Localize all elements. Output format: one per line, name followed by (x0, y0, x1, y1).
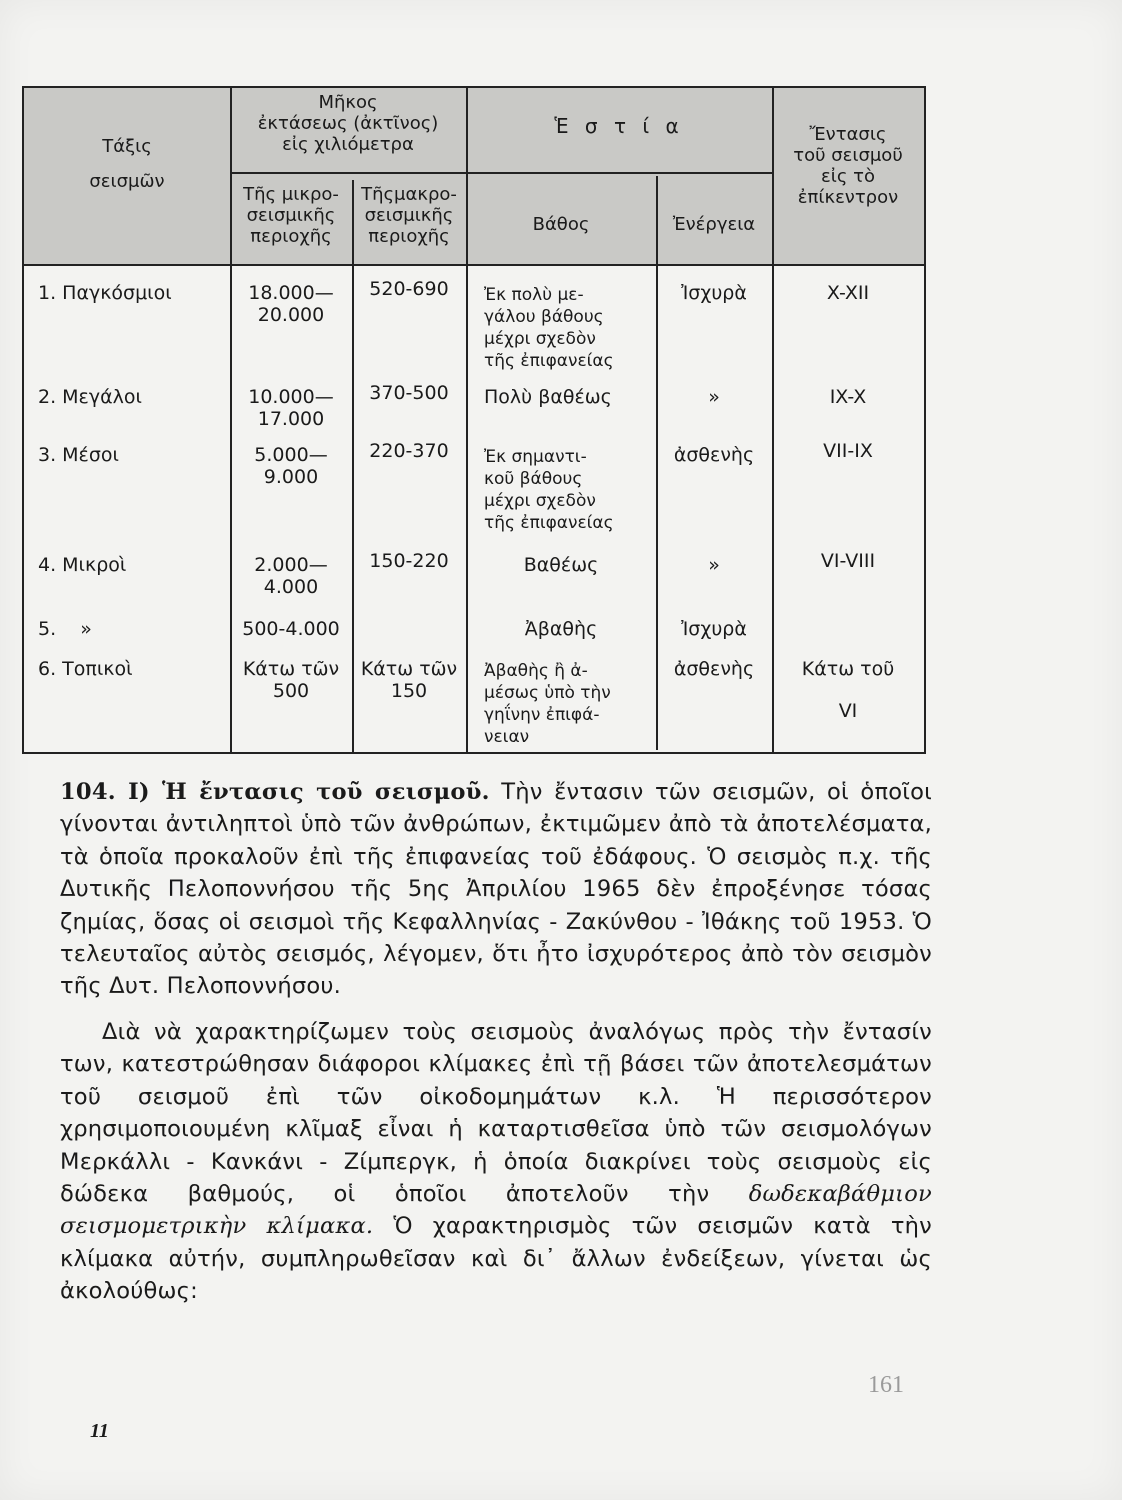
row-2-class: 2. Μεγάλοι (38, 386, 142, 408)
row-2-macro: 370-500 (369, 382, 449, 404)
paragraph-2-text-b: Ὁ χαρακτηρισμὸς τῶν σεισμῶν κατὰ τὴν κλίμακα αὐτήν, συμπληρωθεῖσαν καὶ δι᾿ ἄλλων ἐνδείξεων, γίνεται ὡς ἀκολούθως: (60, 1213, 933, 1305)
row-4-class: 4. Μικροὶ (38, 554, 127, 576)
section-104-paragraph-2 (60, 1016, 932, 1308)
row-4-depth: Βαθέως (523, 554, 599, 576)
page-number: 161 (868, 1372, 904, 1398)
row-2-micro: 10.000— 17.000 (248, 386, 334, 430)
table-col-rule (466, 88, 468, 754)
header-energy: Ἐνέργεια (672, 214, 756, 235)
row-3-micro: 5.000— 9.000 (254, 444, 328, 488)
header-intensity: Ἔντασις τοῦ σεισμοῦ εἰς τὸ ἐπίκεντρον (793, 124, 903, 208)
row-1-depth: Ἐκ πολὺ με- γάλου βάθους μέχρι σχεδὸν τῆς ἐπιφανείας (484, 285, 614, 371)
row-6-intensity: Κάτω τοῦ VI (801, 658, 895, 722)
row-1-macro: 520-690 (369, 278, 449, 300)
row-6-macro: Κάτω τῶν 150 (360, 658, 458, 702)
header-depth: Βάθος (532, 214, 590, 235)
earthquake-classes-table (22, 86, 926, 754)
row-1-intensity: X-XII (826, 282, 870, 304)
row-4-energy: » (708, 554, 720, 576)
paragraph-1-text: Τὴν ἔντασιν τῶν σεισμῶν, οἱ ὁποῖοι γίνονται ἀντιληπτοὶ ὑπὸ τῶν ἀνθρώπων, ἐκτιμῶμεν ἀπὸ τὰ ἀποτελέσματα, τὰ ὁποῖα προκαλοῦν ἐπὶ τῆς ἐπιφανείας τοῦ ἐδάφους. Ὁ σεισμὸς π.χ. τῆς Δυτικῆς Πελοποννήσου τῆς 5ης Ἀπριλίου 1965 δὲν ἐπροξένησε τόσας ζημίας, ὅσας οἱ σεισμοὶ τῆς Κεφαλληνίας - Ζακύνθου - Ἰθάκης τοῦ 1953. Ὁ τελευταῖος αὐτὸς σεισμός, λέγομεν, ὅτι ἦτο ἰσχυρότερος ἀπὸ τὸν σεισμὸν τῆς Δυτ. Πελοποννήσου. (60, 779, 932, 1000)
row-6-energy: ἀσθενὴς (673, 658, 755, 680)
header-micro: Τῆς μικρο- σεισμικῆς περιοχῆς (243, 184, 339, 247)
row-6-depth: Ἀβαθὴς ἢ ἀ- μέσως ὑπὸ τὴν γηΐνην ἐπιφά- νειαν (484, 661, 611, 747)
scale-term: δωδεκαβάθμιον σεισμομετρικὴν κλίμακα. (60, 1181, 932, 1240)
row-1-micro: 18.000— 20.000 (248, 282, 334, 326)
row-4-intensity: VI-VIII (820, 550, 876, 572)
sheet-signature: 11 (90, 1420, 109, 1442)
row-1-energy: Ἰσχυρὰ (681, 282, 747, 304)
row-4-macro: 150-220 (369, 550, 449, 572)
row-2-depth: Πολὺ βαθέως (484, 386, 612, 408)
paragraph-2-text-a: Διὰ νὰ χαρακτηρίζωμεν τοὺς σεισμοὺς ἀναλόγως πρὸς τὴν ἔντασίν των, κατεστρώθησαν διάφοροι κλίμακες ἐπὶ τῇ βάσει τῶν ἀποτελεσμάτων τοῦ σεισμοῦ ἐπὶ τῶν οἰκοδομημάτων κ.λ. Ἡ περισσότερον χρησιμοποιουμένη κλῖμαξ εἶναι ἡ καταρτισθεῖσα ὑπὸ τῶν σεισμολόγων Μερκάλλι - Κανκάνι - Ζίμπεργκ, ἡ ὁποία διακρίνει τοὺς σεισμοὺς εἰς δώδεκα βαθμούς, οἱ ὁποῖοι ἀποτελοῦν τὴν (60, 1019, 932, 1208)
row-5-energy: Ἰσχυρὰ (681, 618, 747, 640)
row-2-energy: » (708, 386, 720, 408)
header-length: Μῆκος ἐκτάσεως (ἀκτῖνος) εἰς χιλιόμετρα (257, 92, 439, 155)
row-2-intensity: IX-X (829, 386, 867, 408)
row-3-intensity: VII-IX (823, 440, 873, 462)
row-5-class: 5. » (38, 618, 92, 640)
row-6-micro: Κάτω τῶν 500 (242, 658, 340, 702)
header-focus: Ἑ σ τ ί α (554, 114, 684, 138)
header-class: Τάξις σεισμῶν (89, 136, 165, 192)
row-1-class: 1. Παγκόσμιοι (38, 282, 172, 304)
row-5-micro: 500-4.000 (242, 618, 340, 640)
row-3-macro: 220-370 (369, 440, 449, 462)
table-row-rule (24, 264, 924, 266)
row-3-class: 3. Μέσοι (38, 444, 119, 466)
row-6-class: 6. Τοπικοὶ (38, 658, 133, 680)
row-5-depth: Ἀβαθὴς (524, 618, 598, 640)
row-4-micro: 2.000— 4.000 (254, 554, 328, 598)
section-heading: 104. Ι) Ἡ ἔντασις τοῦ σεισμοῦ. (60, 779, 490, 805)
header-macro: Τῆςμακρο- σεισμικῆς περιοχῆς (361, 184, 457, 247)
section-104-paragraph-1 (60, 776, 932, 1003)
table-row-rule (230, 172, 466, 174)
row-3-energy: ἀσθενὴς (673, 444, 755, 466)
table-row-rule (466, 172, 772, 174)
row-3-depth: Ἐκ σημαντι- κοῦ βάθους μέχρι σχεδὸν τῆς ἐπιφανείας (484, 447, 614, 533)
